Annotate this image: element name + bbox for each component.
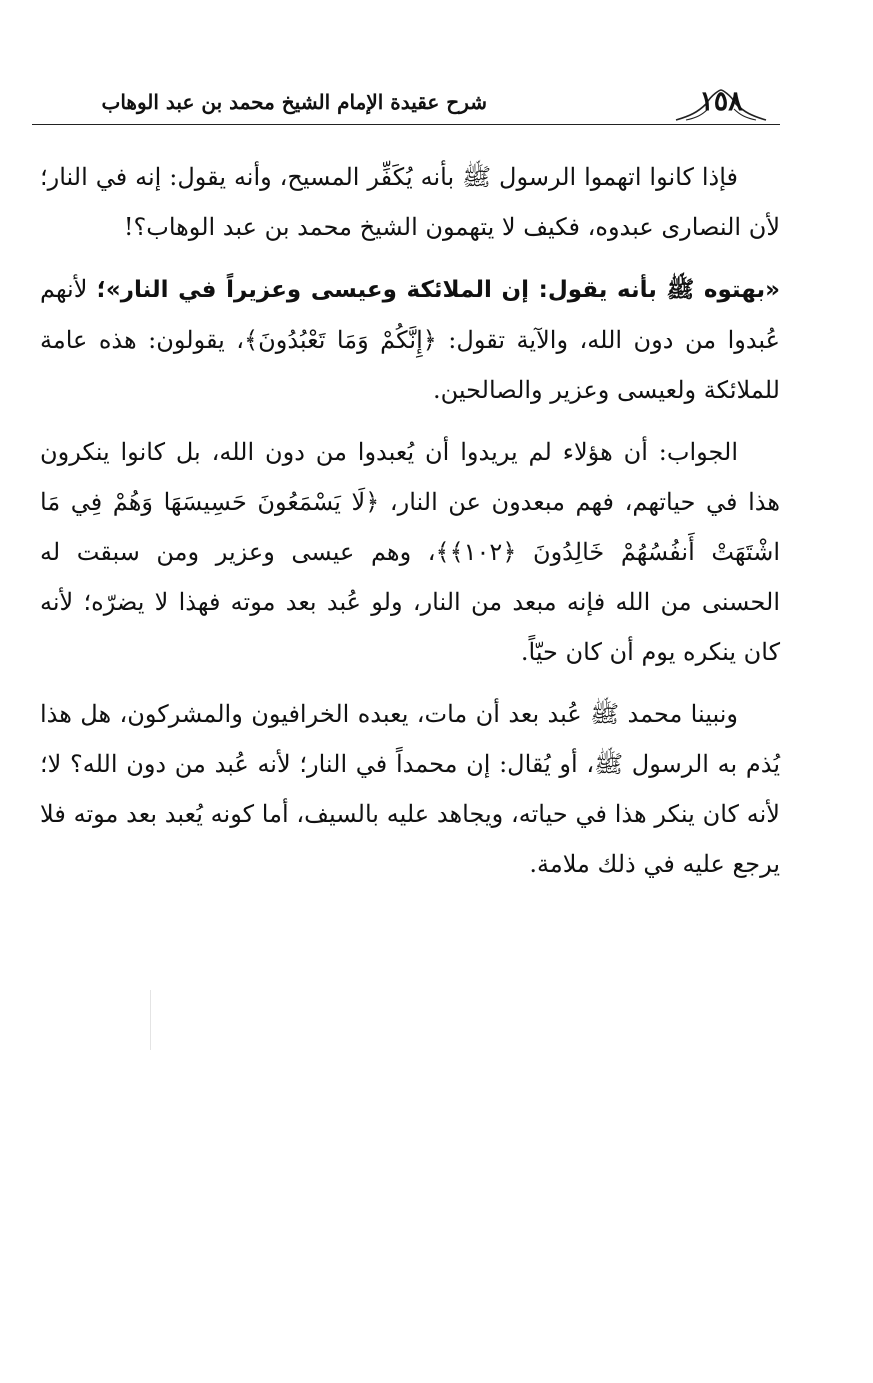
paragraph-2-text: لأنهم عُبدوا من دون الله، والآية تقول: ﴿إِنَّكُمْ وَمَا تَعْبُدُونَ﴾، يقولون: هذه عامة للملائكة ولعيسى وعزير والصالحين. — [40, 275, 780, 404]
paragraph-2 — [40, 264, 780, 415]
paragraph-3: الجواب: أن هؤلاء لم يريدوا أن يُعبدوا من دون الله، بل كانوا ينكرون هذا في حياتهم، فهم مبعدون عن النار، ﴿لَا يَسْمَعُونَ حَسِيسَهَا وَهُمْ فِي مَا اشْتَهَتْ أَنفُسُهُمْ خَالِدُونَ ﴿١٠٢﴾﴾، وهم عيسى وعزير ومن سبقت له الحسنى من الله فإنه مبعد من النار، ولو عُبد بعد موته فهذا لا يضرّه؛ لأنه كان ينكره يوم أن كان حيّاً. — [40, 438, 780, 666]
page-number-frame — [672, 82, 770, 122]
page-content — [40, 152, 780, 901]
paragraph-4: ونبينا محمد ﷺ عُبد بعد أن مات، يعبده الخرافيون والمشركون، هل هذا يُذم به الرسول ﷺ، أو يُقال: إن محمداً في النار؛ لأنه عُبد من دون الله؟ لا؛ لأنه كان ينكر هذا في حياته، ويجاهد عليه بالسيف، أما كونه يُعبد بعد موته فلا يرجع عليه في ذلك ملامة. — [40, 700, 780, 878]
page-number-text: ١٥٨ — [699, 86, 743, 117]
section-heading: «بهتوه ﷺ بأنه يقول: إن الملائكة وعيسى وعزيراً في النار»؛ — [96, 277, 780, 303]
running-title: شرح عقيدة الإمام الشيخ محمد بن عبد الوهاب — [101, 90, 487, 114]
page-header — [32, 82, 780, 125]
page-fold-mark — [150, 990, 151, 1050]
paragraph-1: فإذا كانوا اتهموا الرسول ﷺ بأنه يُكَفِّر المسيح، وأنه يقول: إنه في النار؛ لأن النصارى عبدوه، فكيف لا يتهمون الشيخ محمد بن عبد الوهاب؟! — [40, 163, 780, 241]
